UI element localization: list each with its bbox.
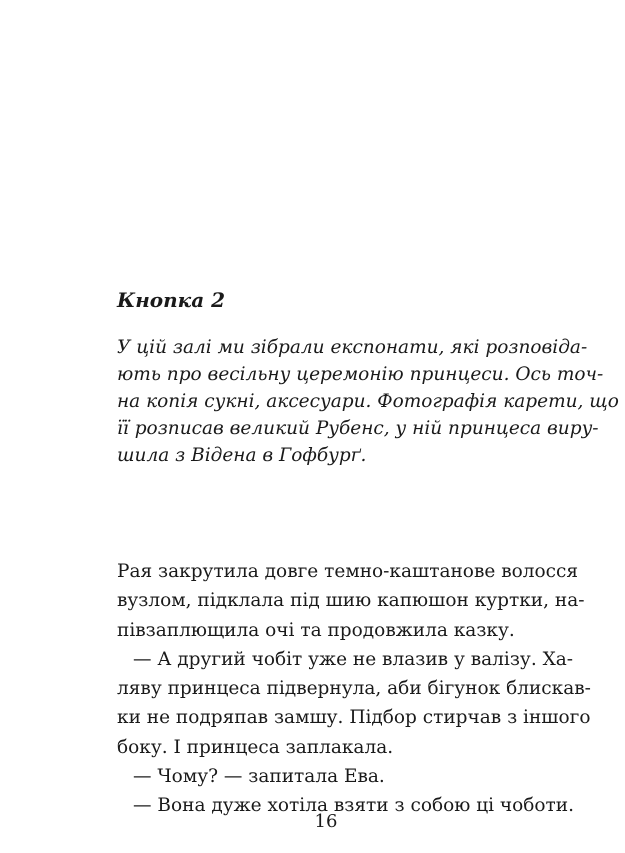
announcement-line: У цій залі ми зібрали експонати, які розповіда- — [117, 337, 588, 358]
section-heading: Кнопка 2 — [117, 288, 226, 312]
page-number: 16 — [314, 811, 338, 832]
story-line: Рая закрутила довге темно-каштанове волосся — [117, 561, 579, 582]
italic-announcement — [117, 334, 619, 469]
story-line: ки не подряпав замшу. Підбор стирчав з іншого — [117, 707, 591, 729]
story-line: ляву принцеса підвернула, аби бігунок блискав- — [117, 678, 591, 700]
dialogue-line: — Вона дуже хотіла взяти з собою ці чоботи. — [133, 795, 575, 817]
announcement-line: шила з Відена в Гофбурґ. — [117, 445, 367, 466]
announcement-line: її розписав великий Рубенс, у ній принцеса виру- — [117, 418, 599, 439]
story-line: боку. І принцеса заплакала. — [117, 736, 394, 758]
dialogue-line: — Чому? — запитала Ева. — [133, 766, 385, 788]
story-line: вузлом, підклала під шию капюшон куртки, на- — [117, 590, 585, 612]
story-line: півзаплющила очі та продовжила казку. — [117, 619, 515, 641]
announcement-line: на копія сукні, аксесуари. Фотографія карети, що — [117, 391, 619, 412]
announcement-line: ють про весільну церемонію принцеси. Ось точ- — [117, 364, 604, 385]
story-text — [117, 557, 591, 821]
dialogue-line: — А другий чобіт уже не влазив у валізу. Ха- — [133, 648, 574, 670]
